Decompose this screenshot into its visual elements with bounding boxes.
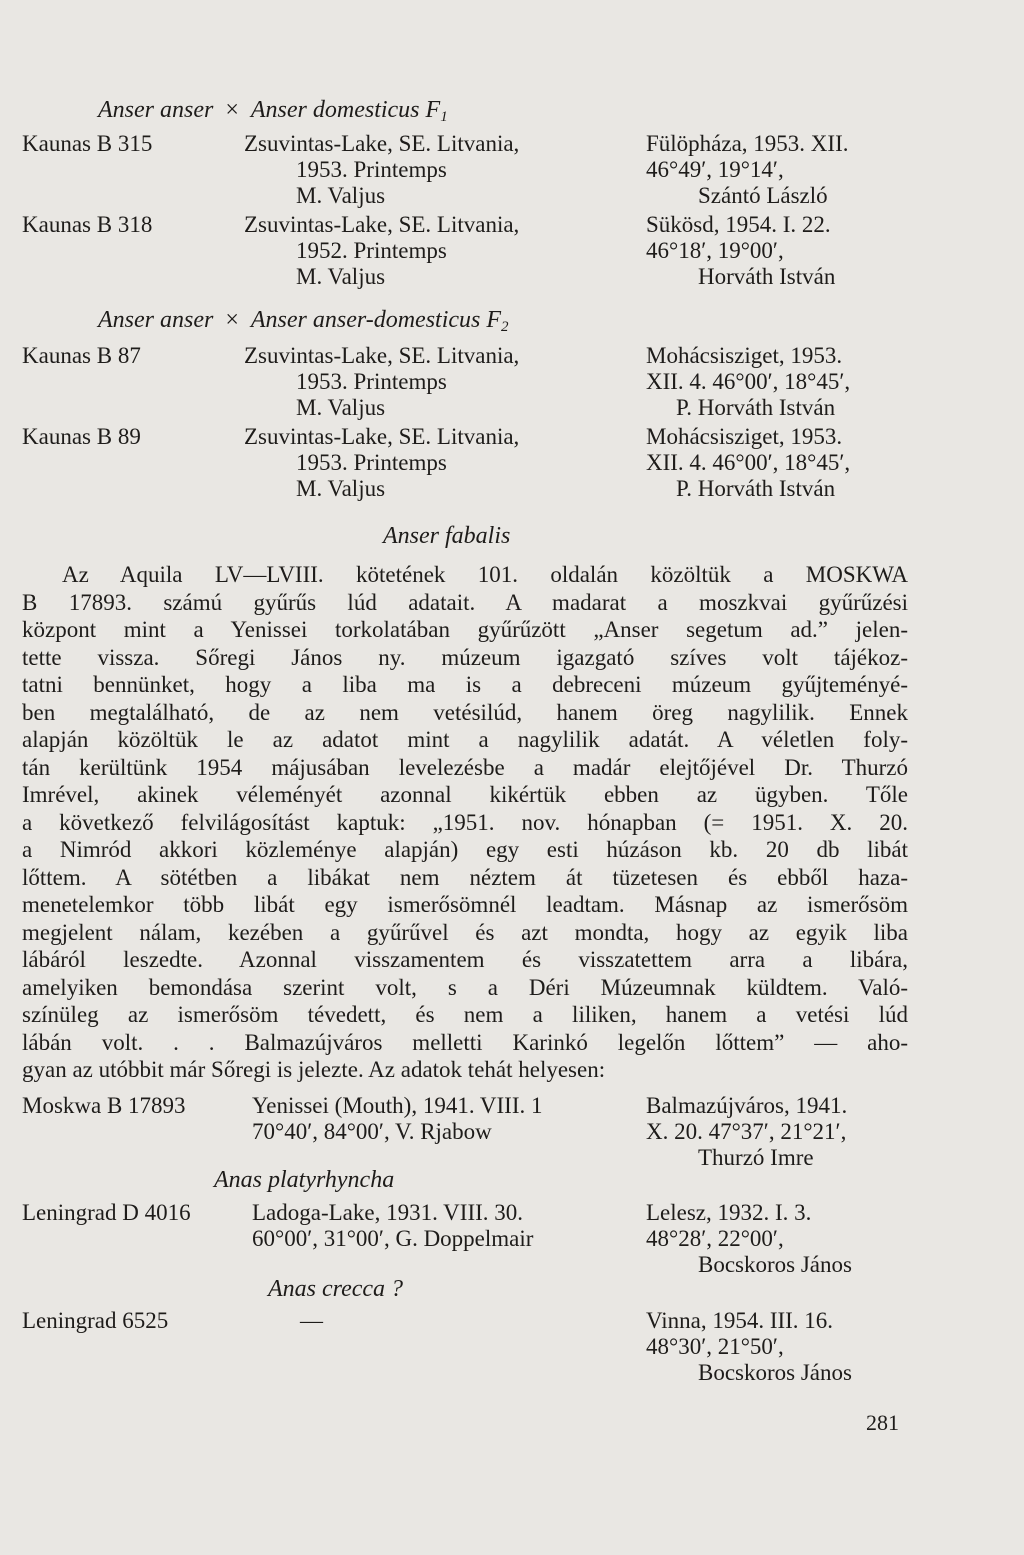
ring-id: Leningrad 6525	[22, 1308, 169, 1333]
recovery-info	[646, 1200, 852, 1278]
recovery-coordinates: 48°30′, 21°50′,	[646, 1334, 784, 1359]
recovery-coordinates: 46°49′, 19°14′,	[646, 157, 784, 182]
paragraph-line: amelyiken bemondása szerint volt, s a Déri Múzeumnak küldtem. Való-	[22, 974, 908, 1000]
recovery-reporter: Thurzó Imre	[698, 1145, 814, 1170]
section1-species-b: Anser domesticus F	[250, 97, 441, 123]
recovery-place-date: Mohácsisziget, 1953.	[646, 424, 843, 449]
ring-id: Kaunas B 318	[22, 212, 153, 237]
ringing-location: Zsuvintas-Lake, SE. Litvania,	[244, 424, 520, 449]
recovery-place-date: Fülöpháza, 1953. XII.	[646, 131, 849, 156]
ring-id: Kaunas B 89	[22, 424, 141, 449]
ringing-date: 1952. Printemps	[296, 238, 447, 263]
recovery-place-date: Mohácsisziget, 1953.	[646, 343, 843, 368]
recovery-place-date: Lelesz, 1932. I. 3.	[646, 1200, 812, 1225]
recovery-place-date: Sükösd, 1954. I. 22.	[646, 212, 831, 237]
ringing-location: Yenissei (Mouth), 1941. VIII. 1	[252, 1093, 543, 1118]
paragraph-line: gyan az utóbbit már Sőregi is jelezte. Az adatok tehát helyesen:	[22, 1057, 606, 1082]
section2-generation: 2	[501, 319, 509, 335]
recovery-info	[646, 343, 850, 421]
section3-header: Anser fabalis	[383, 523, 511, 549]
paragraph-line: Imrével, akinek véleményét azonnal kikértük ebben az ügyben. Tőle	[22, 782, 908, 807]
ringer-name: M. Valjus	[296, 476, 386, 501]
recovery-reporter: Szántó László	[698, 183, 828, 208]
ringing-date: 1953. Printemps	[296, 157, 447, 182]
recovery-place-date: Balmazújváros, 1941.	[646, 1093, 848, 1118]
paragraph-line: lőttem. A sötétben a libákat nem néztem át tüzetesen és ebből haza-	[22, 864, 908, 890]
section5-header: Anas crecca ?	[268, 1276, 404, 1302]
ringing-coordinates: 60°00′, 31°00′, G. Doppelmair	[252, 1226, 534, 1251]
recovery-reporter: Horváth István	[698, 264, 836, 289]
ringing-place	[252, 1093, 543, 1145]
paragraph-line: a Nimród akkori közleménye alapján) egy esti húzáson kb. 20 db libát	[22, 837, 908, 862]
paragraph-line: megjelent nálam, kezében a gyűrűvel és azt mondta, hogy az egyik liba	[22, 919, 908, 945]
recovery-reporter: P. Horváth István	[676, 395, 836, 420]
recovery-coordinates: 48°28′, 22°00′,	[646, 1226, 784, 1251]
section4-header: Anas platyrhyncha	[214, 1167, 395, 1193]
paragraph-line: tatni bennünket, hogy a liba ma is a debreceni múzeum gyűjteményé-	[22, 672, 908, 697]
paragraph-line: ben megtalálható, de az nem vetésilúd, hanem öreg nagylilik. Ennek	[22, 699, 908, 725]
section2-species-a: Anser anser	[98, 307, 214, 333]
section1-header	[98, 97, 448, 131]
section1-cross: ×	[225, 97, 239, 123]
ringing-date: 1953. Printemps	[296, 450, 447, 475]
ring-id: Kaunas B 315	[22, 131, 153, 156]
ringing-place	[244, 424, 519, 502]
recovery-info	[646, 1093, 847, 1171]
section1-species-a: Anser anser	[98, 97, 214, 123]
section2-species-b: Anser anser-domesticus F	[250, 307, 502, 333]
paragraph-line: menetelemkor több libát egy ismerősömnél leadtam. Másnap az ismerősöm	[22, 892, 908, 917]
paragraph-line: tette vissza. Sőregi János ny. múzeum igazgató szíves volt tájékoz-	[22, 644, 908, 670]
paragraph-line: központ mint a Yenissei torkolatában gyűrűzött „Anser segetum ad.” jelen-	[22, 617, 908, 642]
ringing-place	[244, 343, 519, 421]
paragraph-line: tán kerültünk 1954 májusában levelezésbe a madár elejtőjével Dr. Thurzó	[22, 754, 908, 780]
ringing-location: Ladoga-Lake, 1931. VIII. 30.	[252, 1200, 524, 1225]
ringing-location: Zsuvintas-Lake, SE. Litvania,	[244, 131, 520, 156]
ringing-place	[252, 1200, 533, 1252]
ring-id: Kaunas B 87	[22, 343, 141, 368]
paragraph-line: színüleg az ismerősöm tévedett, és nem a liliken, hanem a vetési lúd	[22, 1002, 908, 1027]
section1-generation: 1	[440, 109, 448, 125]
recovery-reporter: Bocskoros János	[698, 1252, 852, 1277]
section2-cross: ×	[225, 307, 239, 333]
recovery-info	[646, 424, 850, 502]
ringing-place: —	[300, 1308, 323, 1333]
recovery-info	[646, 131, 849, 209]
ringing-coordinates: 70°40′, 84°00′, V. Rjabow	[252, 1119, 492, 1144]
recovery-reporter: P. Horváth István	[676, 476, 836, 501]
paragraph-line: alapján közöltük le az adatot mint a nagylilik adatát. A véletlen foly-	[22, 727, 908, 752]
ringer-name: M. Valjus	[296, 264, 386, 289]
recovery-coordinates: 46°18′, 19°00′,	[646, 238, 784, 263]
ringer-name: M. Valjus	[296, 395, 386, 420]
ringing-date: 1953. Printemps	[296, 369, 447, 394]
ringing-place	[244, 131, 519, 209]
recovery-info	[646, 1308, 852, 1386]
paragraph-line: lábáról leszedte. Azonnal visszamentem és visszatettem arra a libára,	[22, 947, 908, 972]
ringer-name: M. Valjus	[296, 183, 386, 208]
ringing-place	[244, 212, 519, 290]
paragraph-line: a következő felvilágosítást kaptuk: „1951. nov. hónapban (= 1951. X. 20.	[22, 809, 908, 835]
recovery-coordinates: X. 20. 47°37′, 21°21′,	[646, 1119, 847, 1144]
section2-header	[98, 307, 509, 341]
ring-id: Moskwa B 17893	[22, 1093, 186, 1118]
body-paragraph	[22, 561, 908, 1084]
recovery-coordinates: XII. 4. 46°00′, 18°45′,	[646, 369, 851, 394]
ringing-location: Zsuvintas-Lake, SE. Litvania,	[244, 212, 520, 237]
recovery-coordinates: XII. 4. 46°00′, 18°45′,	[646, 450, 851, 475]
recovery-place-date: Vinna, 1954. III. 16.	[646, 1308, 834, 1333]
ring-id: Leningrad D 4016	[22, 1200, 191, 1225]
ringing-location: Zsuvintas-Lake, SE. Litvania,	[244, 343, 520, 368]
paragraph-line: Az Aquila LV—LVIII. kötetének 101. oldalán közöltük a MOSKWA	[62, 562, 908, 587]
paragraph-line: lábán volt. . . Balmazújváros melletti Karinkó legelőn lőttem” — aho-	[22, 1029, 908, 1055]
page-number: 281	[866, 1410, 899, 1435]
paragraph-line: B 17893. számú gyűrűs lúd adatait. A madarat a moszkvai gyűrűzési	[22, 589, 908, 615]
recovery-info	[646, 212, 835, 290]
recovery-reporter: Bocskoros János	[698, 1360, 852, 1385]
